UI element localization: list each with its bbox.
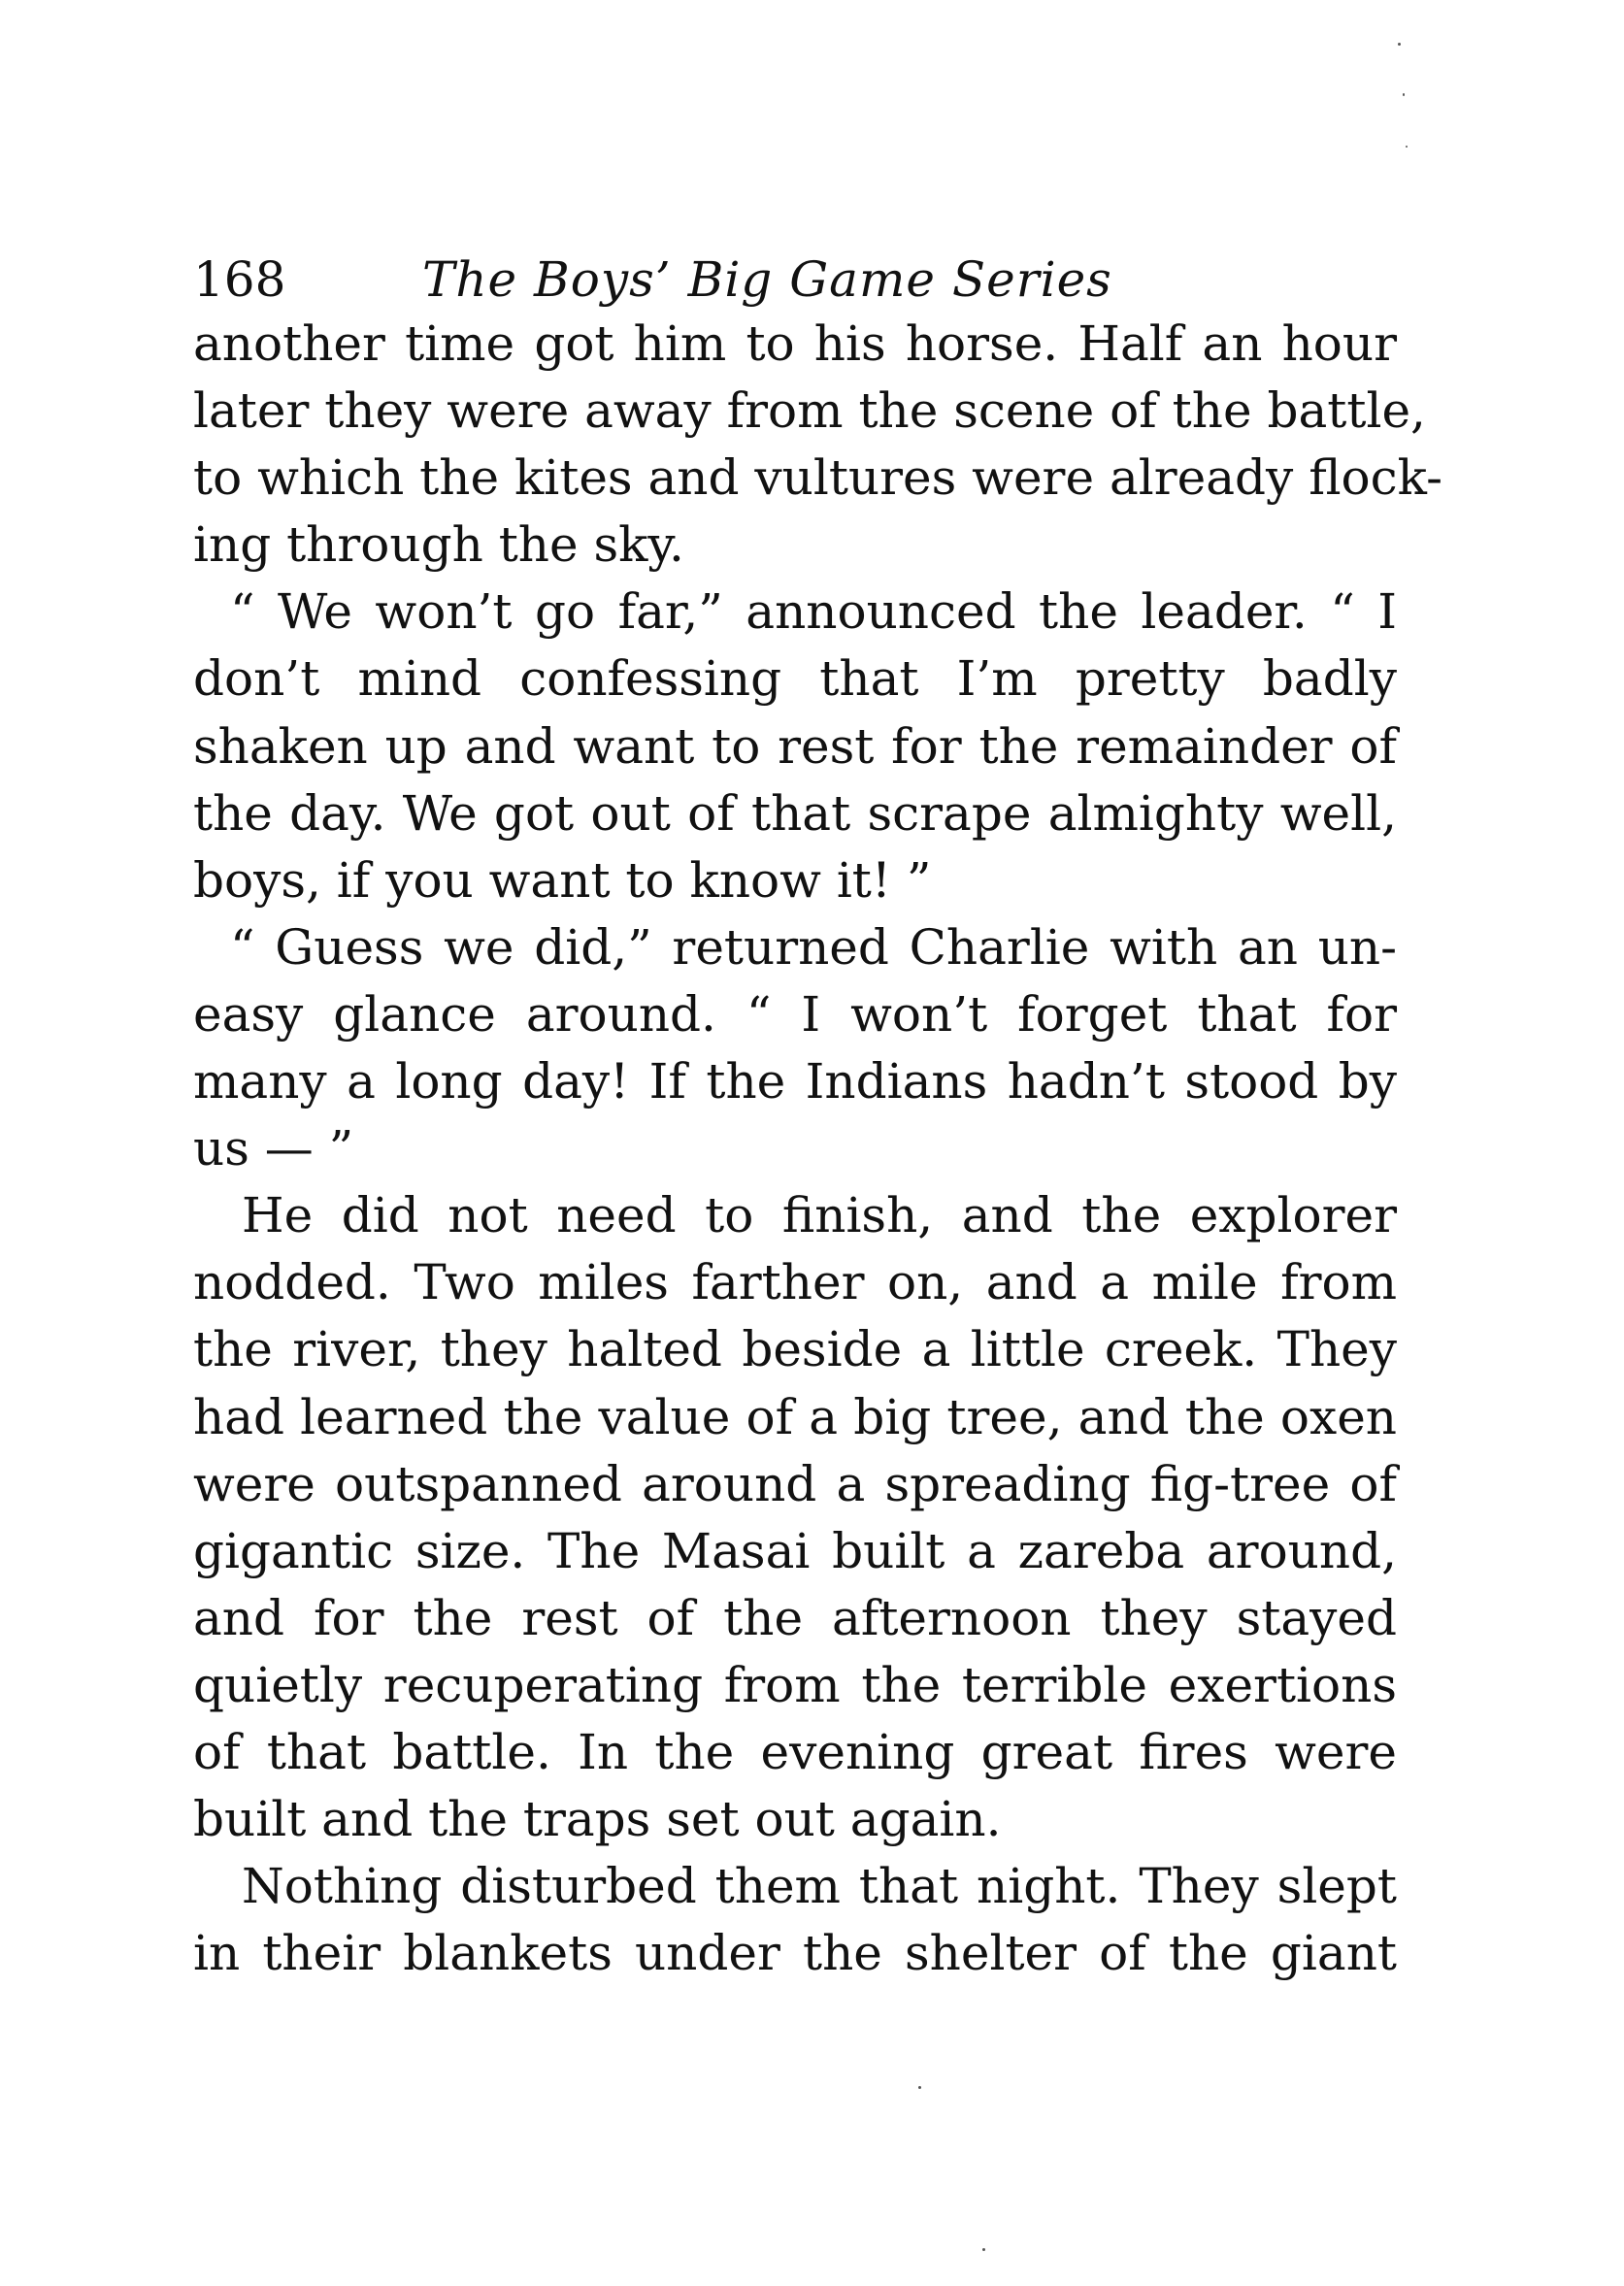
text-line: “ We won’t go far,” announced the leader. “ I xyxy=(230,583,1397,641)
text-line: shaken up and want to rest for the remainder of xyxy=(193,717,1397,775)
text-line: later they were away from the scene of the battle, xyxy=(193,382,1426,440)
text-line: quietly recuperating from the terrible exertions xyxy=(193,1656,1397,1713)
text-line: gigantic size. The Masai built a zareba around, xyxy=(193,1522,1397,1579)
paper-speck xyxy=(918,2086,921,2089)
text-line: built and the traps set out again. xyxy=(193,1791,1002,1848)
text-line: were outspanned around a spreading fig-tree of xyxy=(193,1455,1397,1512)
text-line: us — ” xyxy=(193,1120,354,1177)
text-line: don’t mind confessing that I’m pretty badly xyxy=(193,650,1397,708)
paper-speck xyxy=(1403,93,1405,96)
text-line: the day. We got out of that scrape almighty well, xyxy=(193,784,1397,842)
text-line: and for the rest of the afternoon they stayed xyxy=(193,1589,1397,1646)
running-title: The Boys’ Big Game Series xyxy=(422,251,1112,308)
text-line: He did not need to finish, and the explorer xyxy=(242,1187,1397,1244)
text-line: Nothing disturbed them that night. They slept xyxy=(242,1858,1397,1915)
text-line: easy glance around. “ I won’t forget that for xyxy=(193,985,1397,1043)
text-line: had learned the value of a big tree, and the oxen xyxy=(193,1388,1397,1445)
paper-speck xyxy=(982,2248,985,2251)
text-line: “ Guess we did,” returned Charlie with an un- xyxy=(230,918,1397,976)
text-line: many a long day! If the Indians hadn’t stood by xyxy=(193,1053,1397,1110)
page-number: 168 xyxy=(193,251,286,308)
text-line: the river, they halted beside a little creek. They xyxy=(193,1321,1397,1378)
paper-speck xyxy=(1398,43,1401,46)
text-line: another time got him to his horse. Half an hour xyxy=(193,315,1397,372)
text-line: to which the kites and vultures were already flock- xyxy=(193,449,1442,507)
body-text xyxy=(193,311,1442,1987)
paper-speck xyxy=(1406,146,1408,148)
text-line: ing through the sky. xyxy=(193,516,684,574)
running-head xyxy=(193,241,1397,318)
text-line: nodded. Two miles farther on, and a mile from xyxy=(193,1254,1397,1311)
text-line: of that battle. In the evening great fires were xyxy=(193,1723,1397,1780)
text-line: boys, if you want to know it! ” xyxy=(193,851,932,909)
text-line: in their blankets under the shelter of the giant xyxy=(193,1925,1397,1982)
